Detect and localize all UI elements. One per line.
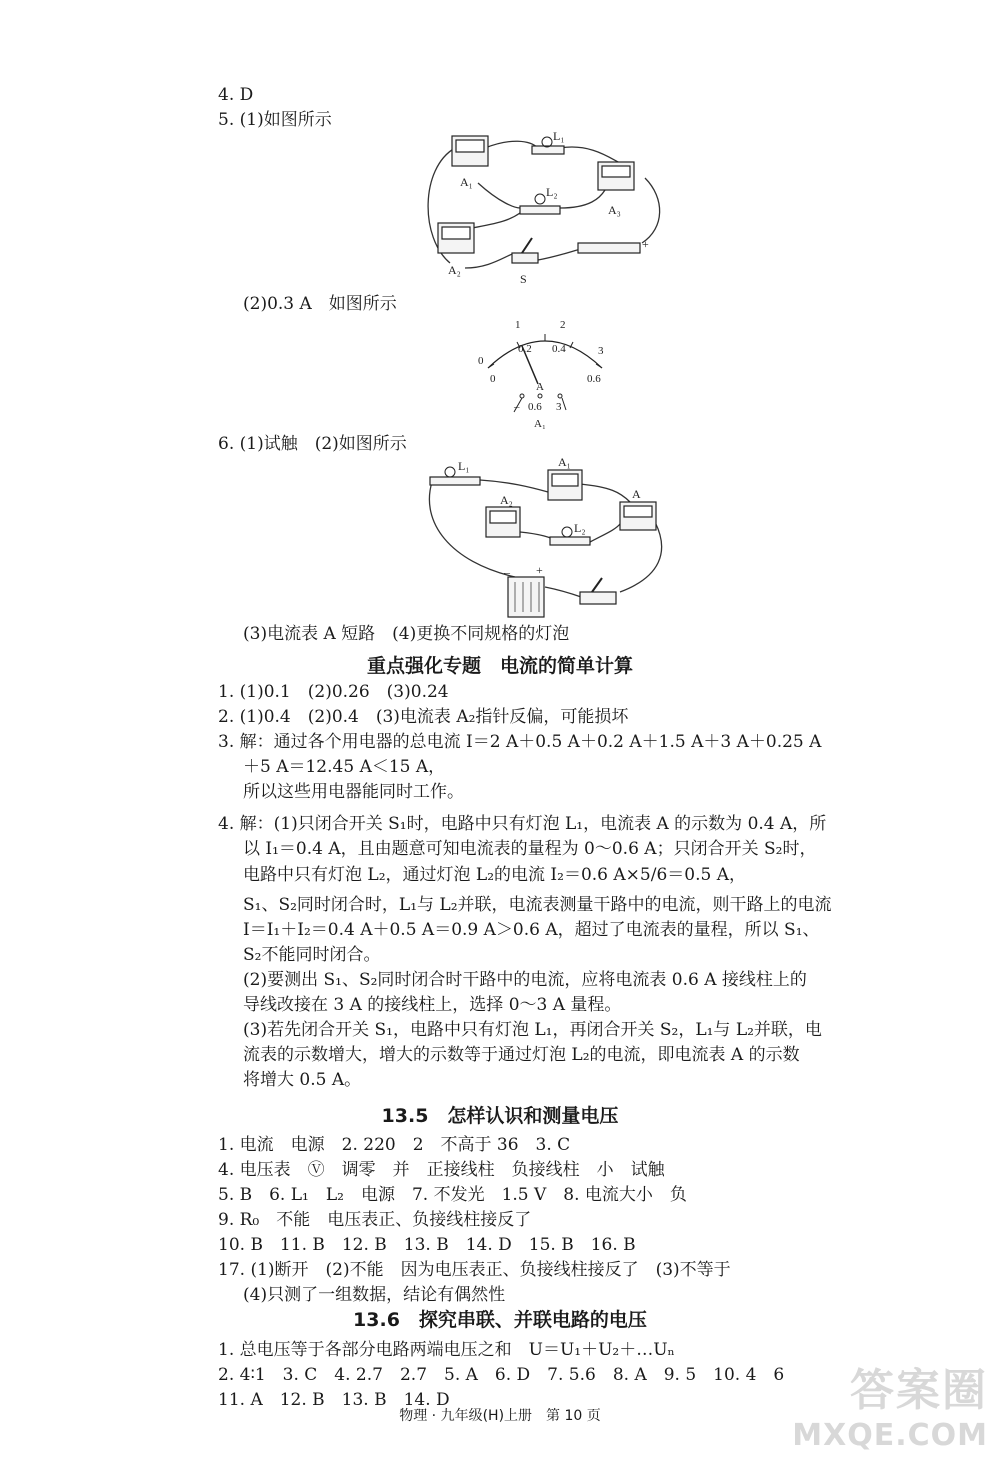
answer-line: 2. (1)0.4 (2)0.4 (3)电流表 A₂指针反偏，可能损坏 <box>218 707 629 727</box>
label-a2: A₂ <box>448 263 461 277</box>
circuit-figure-2 <box>420 452 680 622</box>
label-l2: L₂ <box>574 521 586 535</box>
watermark-url: MXQE.COM <box>792 1418 988 1453</box>
label-a1: A₁ <box>460 175 473 189</box>
label-l1: L₁ <box>553 129 565 143</box>
unit-label: A <box>536 381 544 393</box>
tick-label: 0.2 <box>518 343 532 355</box>
answer-line: 1. (1)0.1 (2)0.26 (3)0.24 <box>218 682 449 702</box>
terminal-label: – <box>514 401 520 413</box>
terminal-label: 0.6 <box>528 401 542 413</box>
answer-line: S₂不能同时闭合。 <box>243 945 381 965</box>
tick-label: 3 <box>598 345 604 357</box>
answer-line: 流表的示数增大，增大的示数等于通过灯泡 L₂的电流，即电流表 A 的示数 <box>243 1045 800 1065</box>
answer-line: 2. 4∶1 3. C 4. 2.7 2.7 5. A 6. D 7. 5.6 8. A 9. 5 10. 4 6 <box>218 1365 785 1385</box>
answer-line: (3)若先闭合开关 S₁，电路中只有灯泡 L₁，再闭合开关 S₂，L₁与 L₂并联，电 <box>243 1020 822 1040</box>
label-a2: A₂ <box>500 493 513 507</box>
answer-line: 将增大 0.5 A。 <box>243 1070 362 1090</box>
answer-line: (2)0.3 A 如图所示 <box>243 294 397 314</box>
label-minus: – <box>504 565 510 579</box>
section-heading: 13.6 探究串联、并联电路的电压 <box>353 1309 647 1331</box>
tick-label: 0 <box>478 355 484 367</box>
label-s: S <box>520 272 527 286</box>
answer-line: 5. B 6. L₁ L₂ 电源 7. 不发光 1.5 V 8. 电流大小 负 <box>218 1185 687 1205</box>
answer-line: I＝I₁＋I₂＝0.4 A＋0.5 A＝0.9 A＞0.6 A，超过了电流表的量程，所以 S₁、 <box>243 920 820 940</box>
tick-label: 1 <box>515 319 521 331</box>
ammeter-label: A₁ <box>534 418 546 430</box>
answer-line: (2)要测出 S₁、S₂同时闭合时干路中的电流，应将电流表 0.6 A 接线柱上的 <box>243 970 807 990</box>
answer-line: 电路中只有灯泡 L₂，通过灯泡 L₂的电流 I₂＝0.6 A×5/6＝0.5 A， <box>243 865 746 885</box>
answer-line: 4. 电压表 Ⓥ 调零 并 正接线柱 负接线柱 小 试触 <box>218 1160 665 1180</box>
label-plus: + <box>536 563 543 577</box>
answer-line: (4)只测了一组数据，结论有偶然性 <box>243 1285 506 1305</box>
answer-line: 4. 解：(1)只闭合开关 S₁时，电路中只有灯泡 L₁，电流表 A 的示数为 0.4 A，所 <box>218 814 827 834</box>
tick-label: 2 <box>560 319 566 331</box>
answer-line: 11. A 12. B 13. B 14. D <box>218 1390 450 1410</box>
section-heading: 13.5 怎样认识和测量电压 <box>381 1105 619 1127</box>
ammeter-dial-figure <box>470 312 620 432</box>
circuit-figure-1 <box>420 128 670 288</box>
section-heading: 重点强化专题 电流的简单计算 <box>366 655 633 677</box>
answer-line: 5. (1)如图所示 <box>218 110 332 130</box>
answer-line: 3. 解：通过各个用电器的总电流 I＝2 A＋0.5 A＋0.2 A＋1.5 A＋3 A＋0.25 A <box>218 732 822 752</box>
tick-label: 0.6 <box>587 373 601 385</box>
answer-line: 以 I₁＝0.4 A，且由题意可知电流表的量程为 0～0.6 A；只闭合开关 S₂时， <box>243 839 817 859</box>
answer-line: S₁、S₂同时闭合时，L₁与 L₂并联，电流表测量干路中的电流，则干路上的电流 <box>243 895 832 915</box>
terminal-label: 3 <box>556 401 562 413</box>
label-a: A <box>632 487 641 501</box>
answer-line: 1. 电流 电源 2. 220 2 不高于 36 3. C <box>218 1135 571 1155</box>
answer-line: 6. (1)试触 (2)如图所示 <box>218 434 407 454</box>
answer-line: 4. D <box>218 85 254 105</box>
label-l1: L₁ <box>458 459 470 473</box>
label-a1: A₁ <box>558 455 571 469</box>
answer-line: ＋5 A＝12.45 A＜15 A， <box>243 757 446 777</box>
answer-line: 所以这些用电器能同时工作。 <box>243 782 464 802</box>
tick-label: 0.4 <box>552 343 566 355</box>
tick-label: 0 <box>490 373 496 385</box>
answer-line: 导线改接在 3 A 的接线柱上，选择 0～3 A 量程。 <box>243 995 622 1015</box>
watermark <box>792 1354 988 1453</box>
answer-line: (3)电流表 A 短路 (4)更换不同规格的灯泡 <box>243 624 570 644</box>
watermark-logo-text: 答案圈 <box>850 1365 988 1416</box>
answer-line: 9. R₀ 不能 电压表正、负接线柱接反了 <box>218 1210 532 1230</box>
answer-line: 17. (1)断开 (2)不能 因为电压表正、负接线柱接反了 (3)不等于 <box>218 1260 731 1280</box>
label-a3: A₃ <box>608 203 621 217</box>
page-footer: 物理 · 九年级(H)上册 第 10 页 <box>399 1408 601 1424</box>
label-plus: + <box>642 237 649 251</box>
label-l2: L₂ <box>546 185 558 199</box>
answer-line: 10. B 11. B 12. B 13. B 14. D 15. B 16. B <box>218 1235 636 1255</box>
answer-line: 1. 总电压等于各部分电路两端电压之和 U＝U₁＋U₂＋…Uₙ <box>218 1340 675 1360</box>
